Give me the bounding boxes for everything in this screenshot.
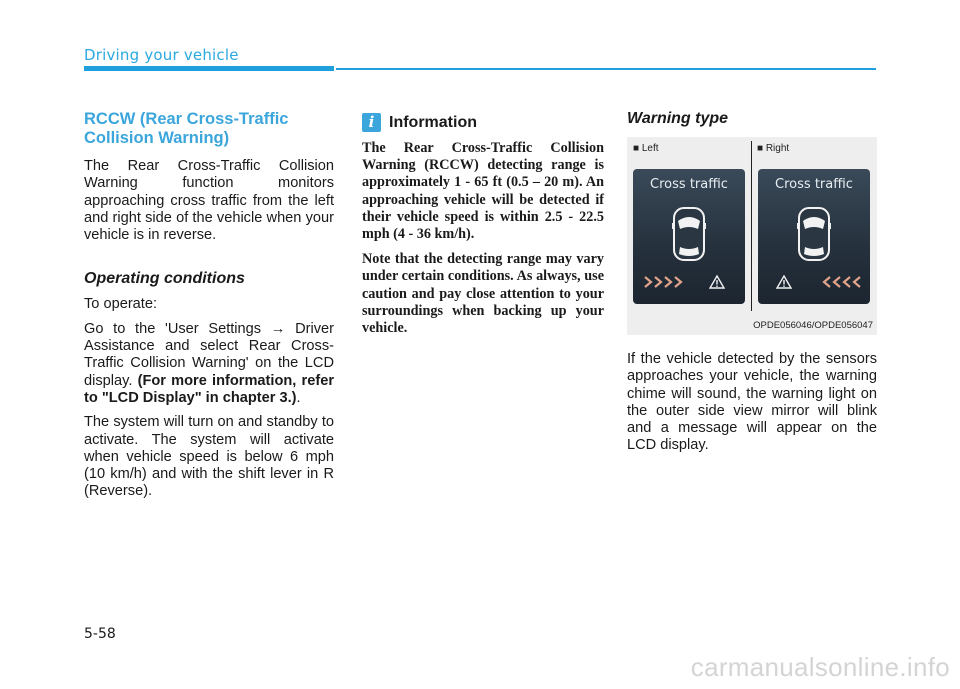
intro-paragraph: The Rear Cross-Traffic Collision Warning function monitors approaching cross traffic from the left and right side of the vehicle when your vehicle is in reverse. (84, 158, 334, 244)
operating-conditions-heading: Operating conditions (84, 270, 245, 288)
arrows-right-icon (643, 275, 687, 289)
steps-text: Go to the 'User Settings → Driver Assistance and select Rear Cross-Traffic Collision Warning' on the LCD display. (84, 320, 334, 389)
information-icon: i (362, 113, 381, 132)
panel-text-left: Cross traffic (650, 177, 728, 192)
warning-figure (627, 137, 877, 335)
information-paragraph-2: Note that the detecting range may vary under certain conditions. As always, use caution and pay close attention to your surroundings when backing up your vehicle. (362, 251, 604, 337)
section-title: RCCW (Rear Cross-Traffic Collision Warning) (84, 110, 289, 147)
car-top-view-icon (669, 205, 709, 263)
header-rule-thick (84, 66, 334, 71)
chapter-reference: (For more information, refer to "LCD Display" in chapter 3.) (84, 372, 334, 406)
warning-triangle-icon (709, 275, 725, 289)
page-number: 5-58 (84, 626, 116, 642)
column-middle (362, 110, 604, 345)
figure-label-right: ■ Right (757, 143, 790, 154)
column-left (84, 110, 334, 508)
header-title: Driving your vehicle (84, 46, 239, 64)
figure-divider (751, 141, 752, 311)
figure-code: OPDE056046/OPDE056047 (753, 320, 873, 331)
system-paragraph: The system will turn on and standby to activate. The system will activate when vehicle speed is below 6 mph (10 km/h) and with the shift lever in R (Reverse). (84, 414, 334, 500)
arrows-left-icon (818, 275, 862, 289)
steps-paragraph (84, 321, 334, 407)
panel-text-right: Cross traffic (775, 177, 853, 192)
watermark: carmanualsonline.info (690, 652, 950, 682)
figure-label-left: ■ Left (633, 143, 659, 154)
cluster-panel-right (758, 169, 870, 304)
header-rule-thin (336, 68, 876, 70)
car-top-view-icon (794, 205, 834, 263)
information-heading (362, 113, 604, 132)
warning-type-heading: Warning type (627, 110, 729, 127)
information-paragraph-1: The Rear Cross-Traffic Collision Warning (RCCW) detecting range is approximately 1 - 65 ft (0.5 – 20 m). An approaching vehicle will be detected if their vehicle speed is within 2.5 - 22.5 mph (4 - 36 km/h). (362, 140, 604, 243)
information-title: Information (389, 113, 477, 131)
steps-end: . (296, 389, 301, 406)
warning-triangle-icon (776, 275, 792, 289)
column-right (627, 110, 877, 455)
cluster-panel-left (633, 169, 745, 304)
to-operate-text: To operate: (84, 296, 158, 313)
warning-caption: If the vehicle detected by the sensors approaches your vehicle, the warning chime will sound, the warning light on the outer side view mirror will blink and a message will appear on the LCD display. (627, 351, 877, 454)
